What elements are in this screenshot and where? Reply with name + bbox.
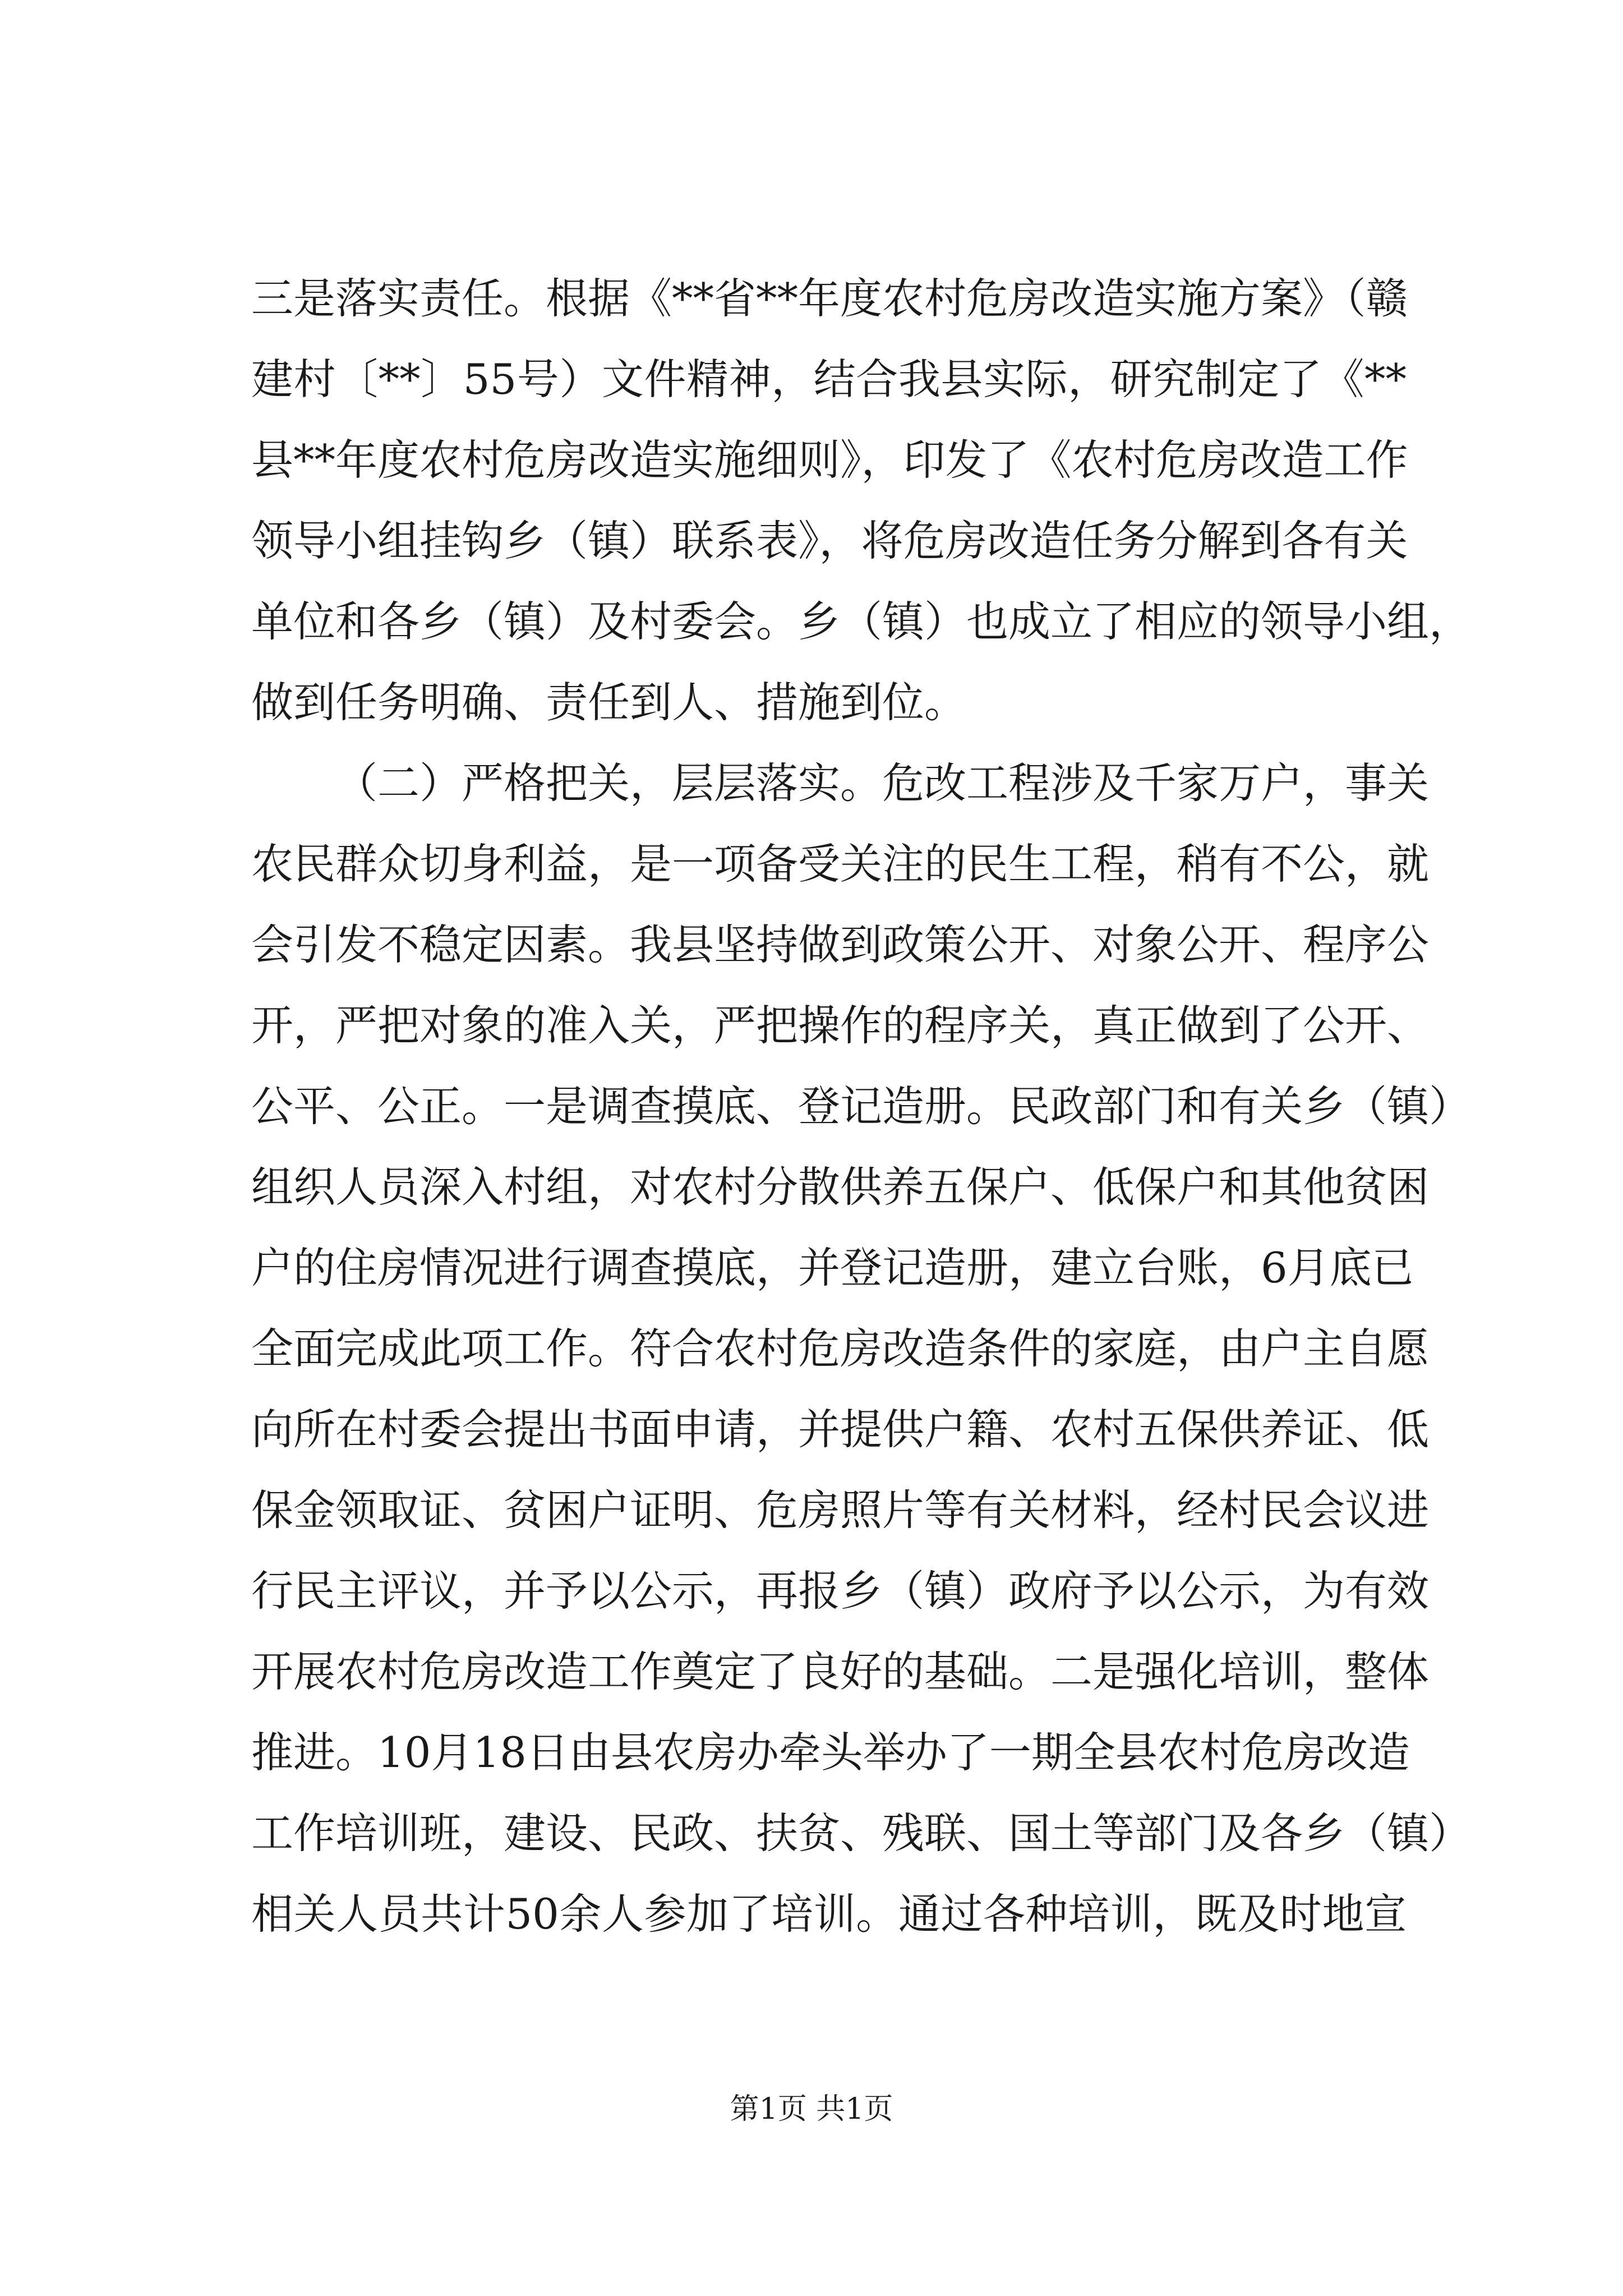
body-text-line-1: 三是落实责任。根据《**省**年度农村危房改造实施方案》（赣 <box>251 274 1408 323</box>
body-text-line-12: 组织人员深入村组，对农村分散供养五保户、低保户和其他贫困 <box>251 1162 1430 1212</box>
body-text-line-5: 单位和各乡（镇）及村委会。乡（镇）也成立了相应的领导小组， <box>251 597 1472 646</box>
body-text-line-6: 做到任务明确、责任到人、措施到位。 <box>251 678 967 727</box>
body-text-line-3: 县**年度农村危房改造实施细则》，印发了《农村危房改造工作 <box>251 435 1408 485</box>
body-text-line-15: 向所在村委会提出书面申请，并提供户籍、农村五保供养证、低 <box>251 1405 1430 1454</box>
body-text-line-8: 农民群众切身利益，是一项备受关注的民生工程，稍有不公，就 <box>251 839 1430 889</box>
body-text-line-21: 相关人员共计50余人参加了培训。通过各种培训，既及时地宣 <box>251 1889 1407 1939</box>
body-text-line-10: 开，严把对象的准入关，严把操作的程序关，真正做到了公开、 <box>251 1001 1430 1050</box>
body-text-line-11: 公平、公正。一是调查摸底、登记造册。民政部门和有关乡（镇） <box>251 1082 1472 1131</box>
body-text-line-19: 推进。10月18日由县农房办牵头举办了一期全县农村危房改造 <box>251 1728 1410 1777</box>
body-text-line-16: 保金领取证、贫困户证明、危房照片等有关材料，经村民会议进 <box>251 1485 1430 1535</box>
body-text-line-7: （二）严格把关，层层落实。危改工程涉及千家万户，事关 <box>335 758 1430 808</box>
body-text-line-18: 开展农村危房改造工作奠定了良好的基础。二是强化培训，整体 <box>251 1647 1430 1696</box>
body-text-line-4: 领导小组挂钩乡（镇）联系表》，将危房改造任务分解到各有关 <box>251 516 1408 565</box>
body-text-line-13: 户的住房情况进行调查摸底，并登记造册，建立台账，6月底已 <box>251 1243 1414 1292</box>
body-text-line-9: 会引发不稳定因素。我县坚持做到政策公开、对象公开、程序公 <box>251 920 1430 969</box>
body-text-line-17: 行民主评议，并予以公示，再报乡（镇）政府予以公示，为有效 <box>251 1566 1430 1616</box>
page-footer: 第1页 共1页 <box>730 2092 893 2126</box>
body-text-line-14: 全面完成此项工作。符合农村危房改造条件的家庭，由户主自愿 <box>251 1324 1430 1373</box>
body-text-line-20: 工作培训班，建设、民政、扶贫、残联、国土等部门及各乡（镇） <box>251 1809 1472 1858</box>
body-text-line-2: 建村〔**〕55号）文件精神，结合我县实际，研究制定了《** <box>251 355 1407 404</box>
